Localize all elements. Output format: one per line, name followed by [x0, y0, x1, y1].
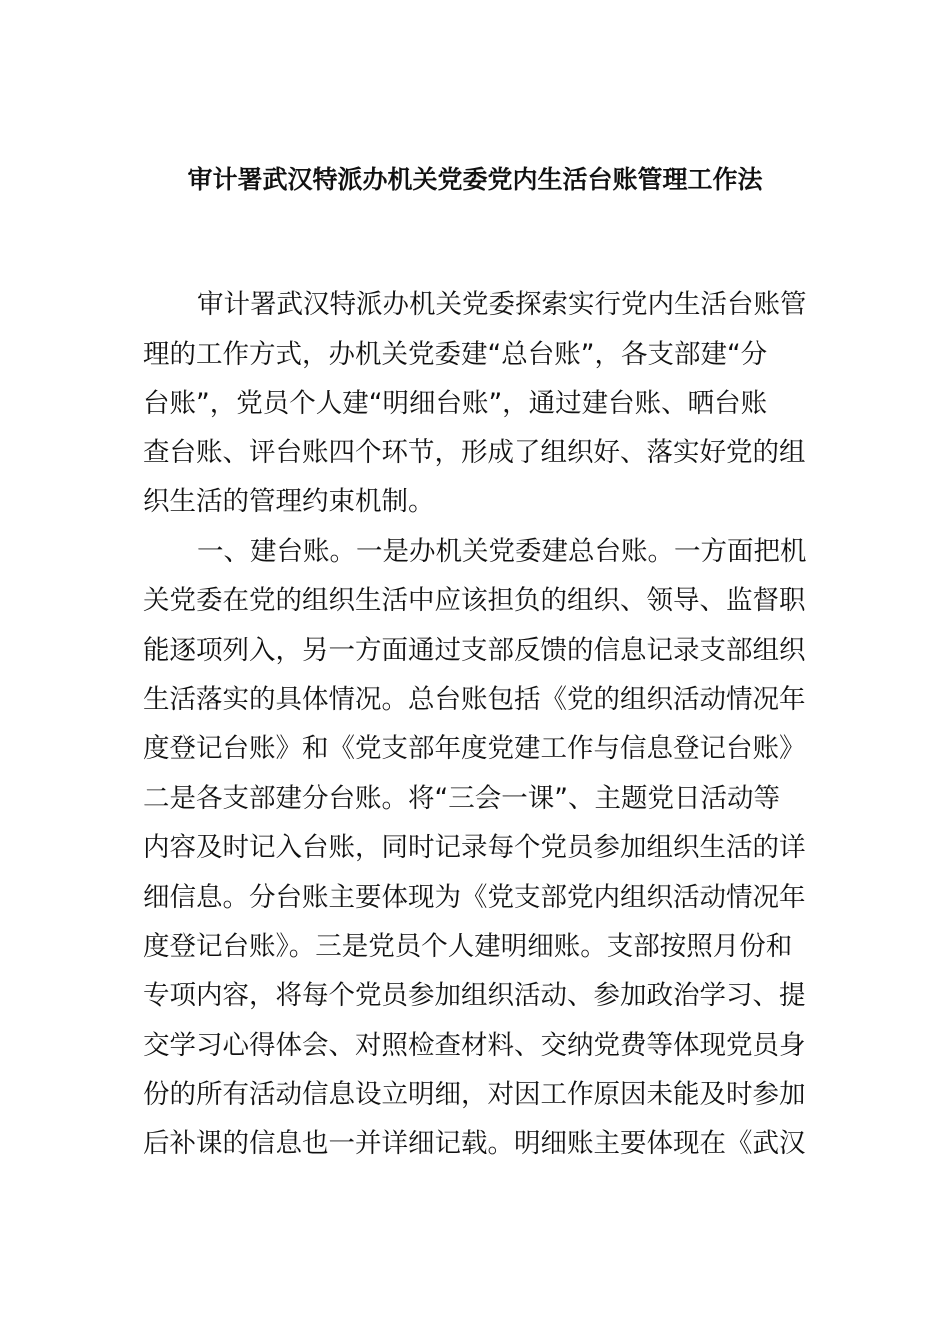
paragraph-line: 关党委在党的组织生活中应该担负的组织、领导、监督职 — [143, 585, 806, 616]
paragraph-line: 交学习心得体会、对照检查材料、交纳党费等体现党员身 — [143, 1030, 806, 1061]
paragraph-line: 织生活的管理约束机制。 — [143, 486, 435, 517]
paragraph-line: 细信息。分台账主要体现为《党支部党内组织活动情况年 — [143, 882, 806, 913]
paragraph-line: 专项内容，将每个党员参加组织活动、参加政治学习、提 — [143, 980, 806, 1011]
paragraph-line: 查台账、评台账四个环节，形成了组织好、落实好党的组 — [143, 437, 806, 468]
paragraph-line: 台账”，党员个人建“明细台账”，通过建台账、晒台账 — [143, 388, 768, 419]
paragraph-line: 内容及时记入台账，同时记录每个党员参加组织生活的详 — [143, 832, 806, 863]
paragraph-line: 度登记台账》和《党支部年度党建工作与信息登记台账》 — [143, 733, 806, 764]
paragraph-line: 审计署武汉特派办机关党委探索实行党内生活台账管 — [197, 289, 807, 320]
paragraph-line: 后补课的信息也一并详细记载。明细账主要体现在《武汉 — [143, 1128, 806, 1159]
paragraph-line: 理的工作方式，办机关党委建“总台账”，各支部建“分 — [143, 339, 768, 370]
paragraph-line: 能逐项列入，另一方面通过支部反馈的信息记录支部组织 — [143, 635, 806, 666]
paragraph-line: 度登记台账》。三是党员个人建明细账。支部按照月份和 — [143, 931, 793, 962]
paragraph-line: 一、建台账。一是办机关党委建总台账。一方面把机 — [197, 536, 807, 567]
paragraph-line: 生活落实的具体情况。总台账包括《党的组织活动情况年 — [143, 684, 806, 715]
document-title: 审计署武汉特派办机关党委党内生活台账管理工作法 — [187, 165, 763, 194]
paragraph-line: 份的所有活动信息设立明细，对因工作原因未能及时参加 — [143, 1079, 806, 1110]
paragraph-line: 二是各支部建分台账。将“三会一课”、主题党日活动等 — [143, 783, 780, 814]
